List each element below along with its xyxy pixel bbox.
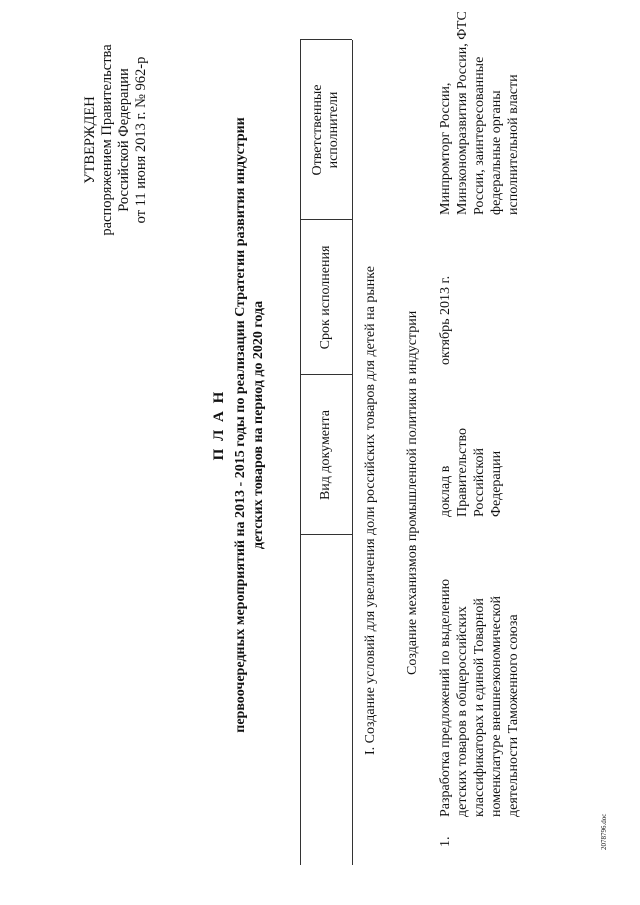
header-document-type: Вид документа [318,409,333,501]
plan-subtitle-line-2: детских товаров на период до 2020 года [251,300,266,550]
subsection-heading: Создание механизмов промышленной политики в индустрии [405,310,420,675]
header-deadline: Срок исполнения [318,245,333,350]
header-executors: Ответственные исполнители [310,84,341,176]
approval-date: от 11 июня 2013 г. № 962-р [133,56,149,224]
table-header-bottom-rule [352,40,353,865]
section-heading: I. Создание условий для увеличения доли российских товаров для детей на рынке [363,266,378,755]
row-number: 1. [438,836,453,847]
approval-authority: распоряжением Правительства [99,44,115,236]
plan-title [210,65,268,785]
row-deadline: октябрь 2013 г. [438,275,453,365]
row-document-type: доклад в Правительство Российской Федерации [438,428,504,517]
approval-stamp [82,15,150,265]
row-executors: Минпромторг России, Минэкономразвития России, ФТС России, заинтересованные федеральные органы исполнительной власти [438,11,521,215]
plan-subtitle-line-1: первоочередных мероприятий на 2013 - 2015 годы по реализации Стратегии развития индустрии [233,117,248,733]
plan-heading: П Л А Н [211,389,227,461]
row-measure: Разработка предложений по выделению детских товаров в общероссийских классификаторах и единой Товарной номенклатуре внешнеэкономической деятельности Таможенного союза [438,578,521,817]
table-divider [300,39,352,40]
approval-country: Российской Федерации [116,68,132,212]
document-reference: 2078796.doc [600,813,608,850]
approval-title: УТВЕРЖДЕН [82,96,98,184]
